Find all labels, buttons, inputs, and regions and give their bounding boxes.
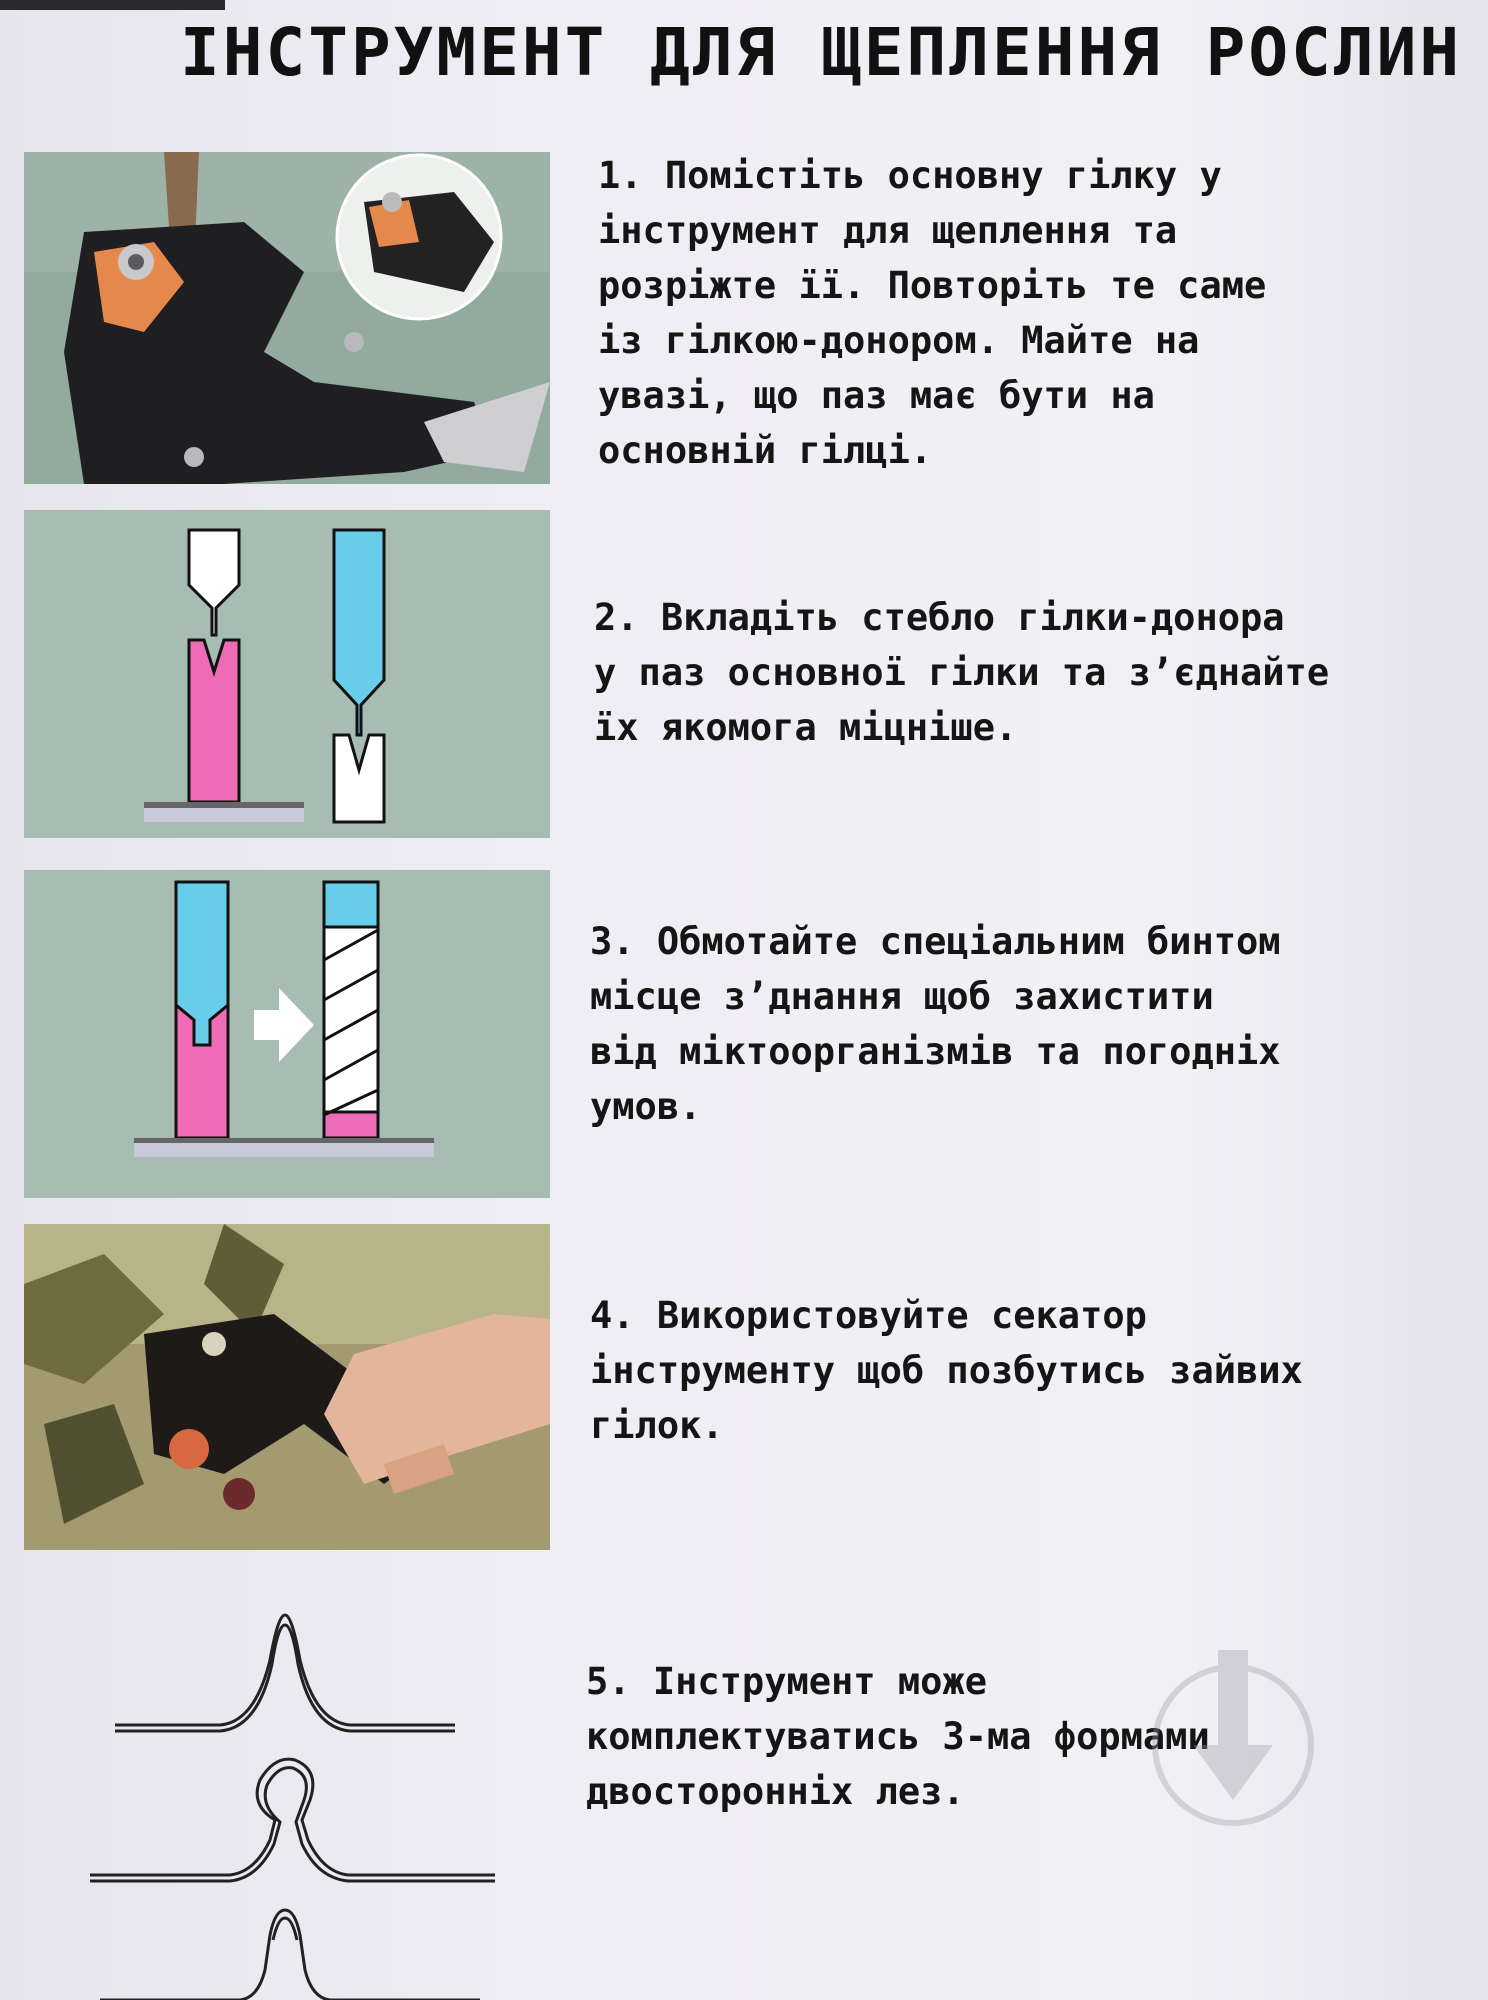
step-3-text: 3. Обмотайте спеціальним бинтом місце з’днання щоб захистити від міктоорганізмів та погодніх умов. <box>590 920 1281 1128</box>
blade-shapes-icon <box>80 1600 510 2000</box>
pruning-photo-icon <box>24 1224 550 1550</box>
top-corner-shade <box>0 0 225 10</box>
grafting-tool-photo-icon <box>24 152 550 484</box>
step-4-text: 4. Використовуйте секатор інструменту щоб позбутись зайвих гілок. <box>590 1294 1303 1447</box>
step-5-text: 5. Інструмент може комплектуватись 3-ма формами двосторонніх лез. <box>586 1660 1210 1813</box>
wrap-bandage-diagram-icon <box>24 870 550 1198</box>
step-2-text: 2. Вкладіть стебло гілки-донора у паз основної гілки та з’єднайте їх якомога міцніше. <box>594 596 1330 749</box>
page-title: ІНСТРУМЕНТ ДЛЯ ЩЕПЛЕННЯ РОСЛИН <box>180 14 1463 91</box>
step-1-text: 1. Помістіть основну гілку у інструмент для щеплення та розріжте її. Повторіть те саме із гілкою-донором. Майте на увазі, що паз має бути на основній гілці. <box>598 154 1267 472</box>
insert-scion-diagram-icon <box>24 510 550 838</box>
download-watermark-icon <box>1148 1650 1318 1830</box>
